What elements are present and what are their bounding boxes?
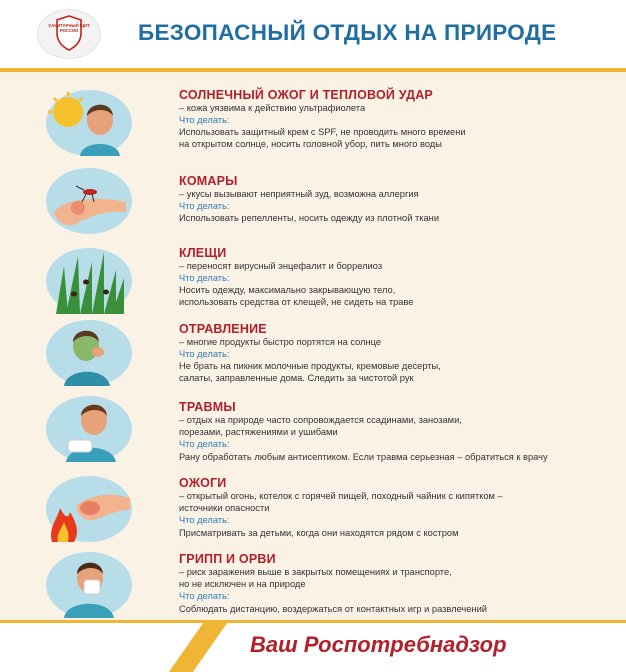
page-title: БЕЗОПАСНЫЙ ОТДЫХ НА ПРИРОДЕ [138, 20, 557, 45]
item-desc: – отдых на природе часто сопровождается ссадинами, занозами, [179, 415, 462, 425]
item-desc: источники опасности [179, 503, 270, 513]
item-todo-label: Что делать: [179, 115, 230, 125]
item-title: КОМАРЫ [179, 174, 238, 188]
item-title: ТРАВМЫ [179, 400, 236, 414]
sunburn-man-icon [46, 90, 132, 156]
item-action: Использовать защитный крем с SPF, не проводить много времени [179, 127, 466, 137]
item-action: Присматривать за детьми, когда они находятся рядом с костром [179, 528, 459, 538]
item-title: ОТРАВЛЕНИЕ [179, 322, 267, 336]
injured-man-icon [46, 396, 132, 462]
fire-hand-icon [46, 476, 132, 542]
item-title: ОЖОГИ [179, 476, 227, 490]
item-title: СОЛНЕЧНЫЙ ОЖОГ И ТЕПЛОВОЙ УДАР [179, 88, 433, 102]
ticks-grass-icon [46, 248, 132, 314]
item-title: ГРИПП И ОРВИ [179, 552, 276, 566]
item-desc: – укусы вызывают неприятный зуд, возможна аллергия [179, 189, 419, 199]
item-desc: порезами, растяжениями и ушибами [179, 427, 338, 437]
item-title: КЛЕЩИ [179, 246, 227, 260]
item-todo-label: Что делать: [179, 201, 230, 211]
item-todo-label: Что делать: [179, 591, 230, 601]
item-action: Использовать репелленты, носить одежду из плотной ткани [179, 213, 440, 223]
logo-text: САНИТАРНЫЙ ЩИТ РОССИИ [48, 23, 90, 33]
item-todo-label: Что делать: [179, 515, 230, 525]
sneezing-man-icon [46, 552, 132, 618]
item-action: салаты, заправленные дома. Следить за чистотой рук [179, 373, 414, 383]
item-action: Носить одежду, максимально закрывающую тело, [179, 285, 396, 295]
mosquito-hand-icon [46, 168, 132, 234]
item-desc: – переносят вирусный энцефалит и боррелиоз [179, 261, 383, 271]
item-action: Соблюдать дистанцию, воздержаться от контактных игр и развлечений [179, 604, 487, 614]
header [0, 0, 626, 68]
shield-icon [55, 15, 83, 51]
item-action: Рану обработать любым антисептиком. Если травма серьезная – обратиться к врачу [179, 452, 548, 462]
item-desc: – многие продукты быстро портятся на солнце [179, 337, 382, 347]
item-desc: – открытый огонь, котелок с горячей пищей, походный чайник с кипятком – [179, 491, 503, 501]
item-action: на открытом солнце, носить головной убор, пить много воды [179, 139, 442, 149]
footer-divider [0, 620, 626, 623]
item-desc: – кожа уязвима к действию ультрафиолета [179, 103, 366, 113]
nauseous-man-icon [46, 320, 132, 386]
item-desc: – риск заражения выше в закрытых помещениях и транспорте, [179, 567, 452, 577]
footer-brand: Ваш Роспотребнадзор [250, 632, 507, 657]
item-todo-label: Что делать: [179, 349, 230, 359]
item-action: Не брать на пикник молочные продукты, кремовые десерты, [179, 361, 441, 371]
item-todo-label: Что делать: [179, 273, 230, 283]
item-desc: но не исключен и на природе [179, 579, 306, 589]
logo [38, 10, 100, 58]
item-action: использовать средства от клещей, не сидеть на траве [179, 297, 414, 307]
item-todo-label: Что делать: [179, 439, 230, 449]
